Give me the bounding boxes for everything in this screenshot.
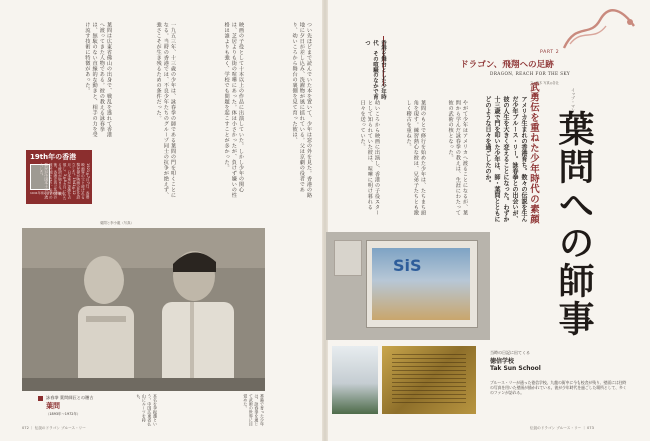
photo-caption-name: 葉問	[46, 402, 60, 410]
body-column-1: つい先ほどまで読んでいた本を置いて、少年は窓の外を見た。香港の路地に夕日が差し込み、洗濯物が風に揺れている。父は京劇の役者であり、幼いころから舞台の裏側を見て育った彼は、	[291, 22, 312, 198]
part-title-en: DRAGON, REACH FOR THE SKY	[490, 71, 571, 76]
school-caption-jp: 徳信学校	[490, 358, 515, 365]
right-column-3: やがて少年はアメリカへ渡ることになるが、葉問から学んだ詠春拳の教えは、生涯にわたって彼の武術の核となった。	[447, 100, 468, 216]
plaque-inscription	[392, 354, 466, 406]
footer-right: 伝説のドラゴン ブルース・リー ｜ 073	[530, 426, 594, 430]
photo-caption-sub: 詠春拳 葉問師匠との稽古	[46, 395, 94, 400]
school-caption-sub: 当時の日記に出てくる	[490, 350, 530, 355]
bottom-column-1: 本名を李振藩という。中国広東省仏山にルーツを持ち、	[136, 394, 158, 426]
wall-notice-panel	[334, 240, 362, 276]
school-description: ブルース・リーが通った徳信学校。九龍の街中に今も校舎が残り、壁面には往時の写真を用いた壁画が描かれている。彼が少年時代を過ごした場所として、多くのファンが訪れる。	[490, 380, 627, 396]
title-ruby: イップ・マン	[571, 88, 576, 112]
main-photo	[22, 228, 265, 391]
school-caption-en: Tak Sun School	[490, 365, 541, 372]
sidebar-text: 1921年7月7日、香港映画界の父と呼ばれる黎民偉が映画会社を設立した。1941年12月、日本軍が香港を占領し、3年8カ月にわたる統治が始まる。戦後、香港は再び英国の植民地となり、多くの難民が中国本土から流入した。	[40, 163, 90, 200]
photo-caption	[46, 395, 93, 416]
sub-headline: 武勇伝を重ねた少年時代の素顔	[528, 82, 539, 225]
photo-caption-top: 葉問と李小龍（写真）	[100, 221, 134, 225]
main-title: 葉問への師事	[553, 110, 594, 338]
part-label: PART 2	[540, 50, 560, 55]
section-heading: 香港を舞台とした少年時代 その喧騒のなかで育つ	[364, 40, 386, 100]
body-column-3: 一九五三年、十三歳の少年は、詠春拳の師である葉問の門を叩くことになる。当時の香港では、不良少年たちのグループ同士の抗争が絶えず、強さこそが生き残るための条件だった。	[155, 22, 176, 198]
right-column-2: 葉問のもとで修行を始めた少年は、たちまち頭角を現す。練習熱心な彼は、兄弟子たちとも激しく稽古を重ねた。	[405, 100, 426, 216]
body-column-2: 映画の子役として十本以上の作品に出演していた。しかし少年の関心は、芝居よりも街の喧嘩にあった。体は小さかったが、負けず嫌いの性格は誰よりも強く、学校でも問題を起こすことが多かった。	[223, 22, 244, 198]
building-photo	[332, 346, 378, 414]
right-column-1: 幼いころから映画に出演し、香港の子役スターとして知られていた彼は、喧嘩に明け暮れる日々を送っていた。	[359, 100, 380, 216]
photo-figures	[22, 228, 265, 391]
bottom-column-2: 香港で育った少年は、詠春拳を通じて武術の世界に目覚めた。	[243, 394, 265, 426]
caption-marker	[38, 396, 43, 401]
body-column-4: 葉問は広東省佛山の出身で、戦乱を逃れて香港へ渡ってきた人物である。彼の教える詠春拳は、無駄のない直線的な動きと、相手の力を受け流す技術に特徴があった。	[84, 22, 112, 138]
sidebar-caption: 1941年頃の香港の街並み	[30, 191, 65, 195]
mural-logo: SiS	[393, 256, 422, 275]
footer-left: 072 ｜ 伝説のドラゴン ブルース・リー	[22, 426, 86, 430]
lead-paragraph: アメリカ生まれの香港育ち。数々の伝説を生んだ少年ブルース・リー。詠春拳との出会いが、彼の人生を大きく変えることになった。わずか十三歳で門を叩いた少年は、師・葉問とともにどのような日々を過ごしたのか。	[484, 96, 527, 222]
part-title: ドラゴン、飛翔への足跡	[460, 60, 554, 70]
school-caption	[490, 350, 541, 372]
photo-caption-years: （1893年〜1972年）	[46, 412, 81, 416]
page-gutter	[322, 0, 328, 441]
dragon-illustration	[560, 8, 638, 56]
credit: 文◎鈴木 写真◎各社	[530, 81, 559, 85]
sidebar-title: 19th年の香港	[30, 153, 77, 161]
